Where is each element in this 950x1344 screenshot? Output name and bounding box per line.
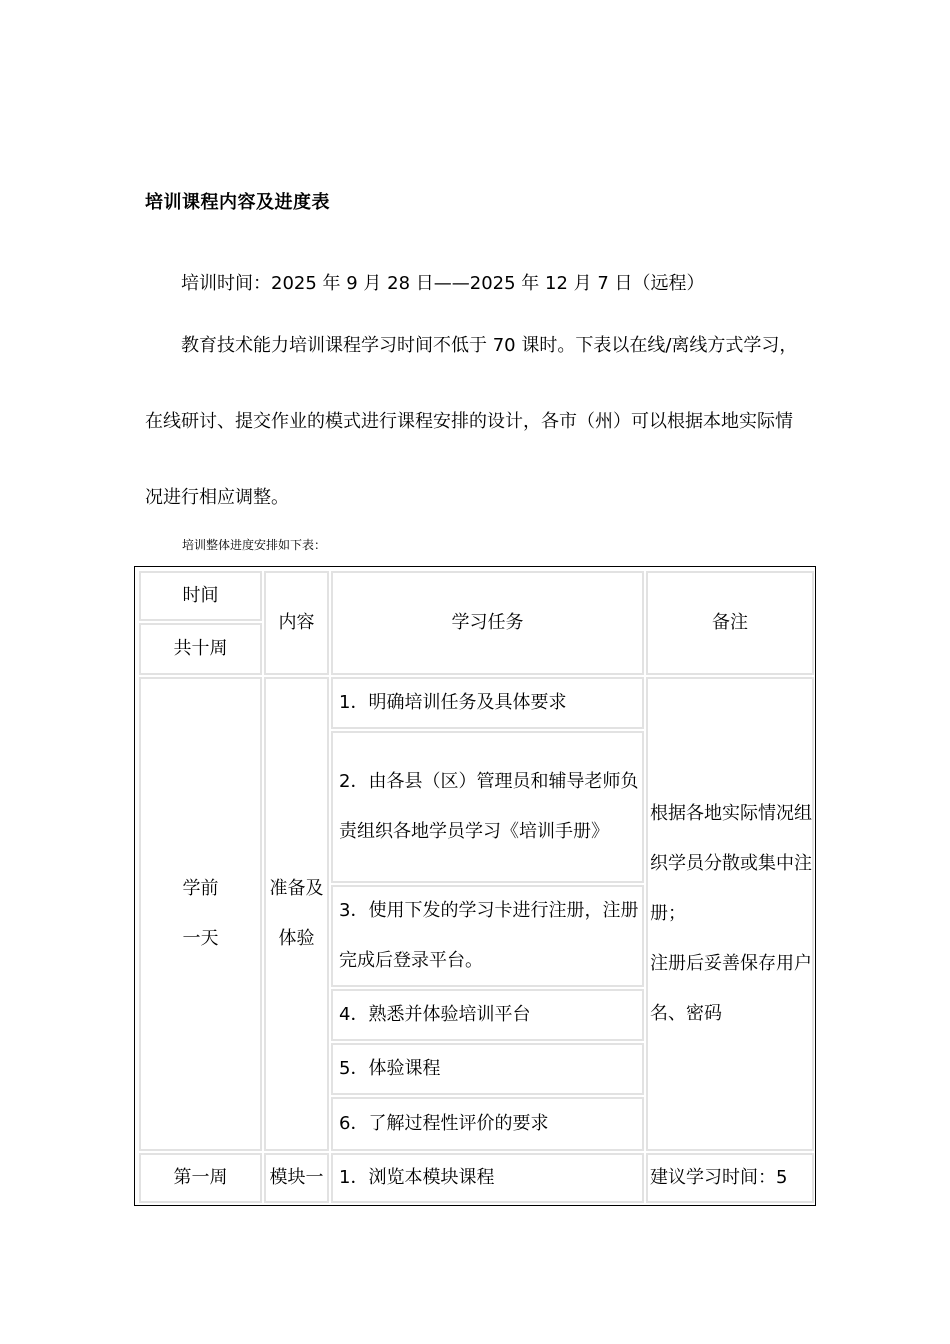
week1-task: 1．浏览本模块课程 [331,1153,644,1203]
schedule-table [134,566,816,1206]
task-item: 4．熟悉并体验培训平台 [331,989,644,1041]
header-weeks: 共十周 [139,623,262,675]
header-content: 内容 [264,571,329,675]
week1-note: 建议学习时间：5 [646,1153,814,1203]
pre-day-note: 根据各地实际情况组织学员分散或集中注册； 注册后妥善保存用户名、密码 [646,677,814,1151]
pre-day-content: 准备及 体验 [264,677,329,1151]
week1-content: 模块一 [264,1153,329,1203]
training-time: 培训时间：2025 年 9 月 28 日——2025 年 12 月 7 日（远程） [181,273,705,294]
task-item: 5．体验课程 [331,1043,644,1095]
task-item: 1．明确培训任务及具体要求 [331,677,644,729]
page-title: 培训课程内容及进度表 [145,192,330,213]
task-item: 3．使用下发的学习卡进行注册，注册完成后登录平台。 [331,885,644,987]
task-item: 2．由各县（区）管理员和辅导老师负责组织各地学员学习《培训手册》 [331,731,644,883]
pre-day-time: 学前 一天 [139,677,262,1151]
task-item: 6．了解过程性评价的要求 [331,1097,644,1151]
header-tasks: 学习任务 [331,571,644,675]
header-time: 时间 [139,571,262,621]
table-caption: 培训整体进度安排如下表： [182,538,327,552]
header-notes: 备注 [646,571,814,675]
week1-time: 第一周 [139,1153,262,1203]
course-description: 教育技术能力培训课程学习时间不低于 70 课时。下表以在线/离线方式学习，在线研讨、提交作业的模式进行课程安排的设计，各市（州）可以根据本地实际情况进行相应调整。 [145,335,798,508]
